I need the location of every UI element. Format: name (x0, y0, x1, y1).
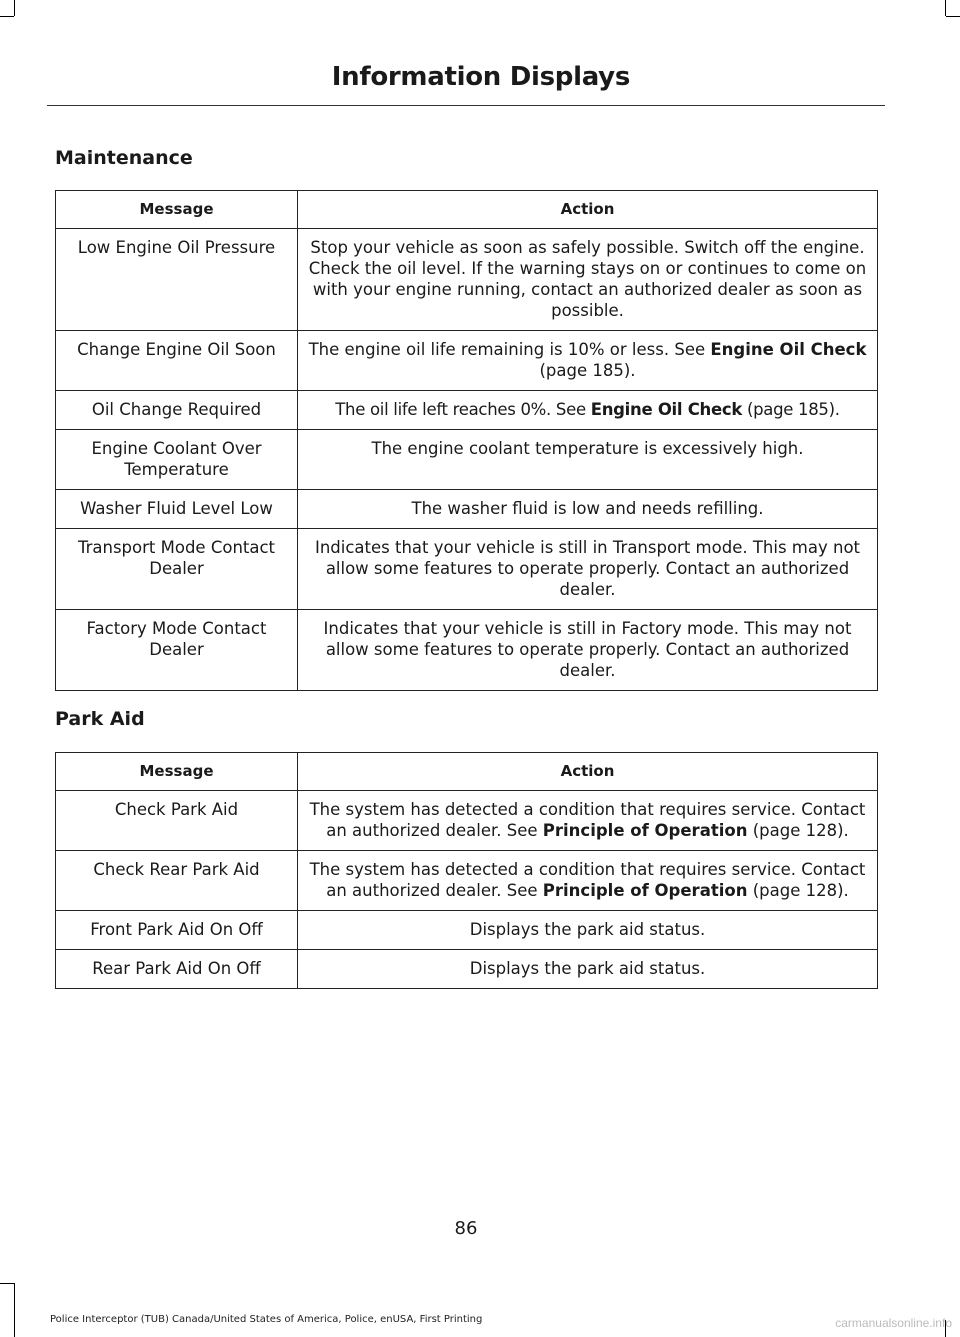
action-cell (298, 791, 878, 851)
action-cell: Indicates that your vehicle is still in Factory mode. This may not allow some features to operate properly. Contact an authorized dealer. (298, 610, 878, 691)
cross-reference-link[interactable]: Principle of Operation (542, 821, 748, 840)
table-row (56, 950, 878, 989)
action-cell: Displays the park aid status. (298, 950, 878, 989)
crop-mark-top-right (945, 0, 946, 16)
cross-reference-link[interactable]: Engine Oil Check (590, 400, 742, 419)
section-title-maintenance: Maintenance (55, 147, 193, 169)
header-divider (47, 105, 885, 106)
table-header-row (56, 191, 878, 229)
column-header-message: Message (56, 191, 298, 229)
action-cell (298, 851, 878, 911)
action-cell (298, 331, 878, 391)
action-cell: The engine coolant temperature is excessively high. (298, 430, 878, 490)
page-reference: (page 185). (539, 361, 636, 380)
park-aid-table (55, 752, 878, 989)
message-cell: Rear Park Aid On Off (56, 950, 298, 989)
message-cell: Low Engine Oil Pressure (56, 229, 298, 331)
message-cell: Front Park Aid On Off (56, 911, 298, 950)
action-text: The oil life left reaches 0%. See (335, 400, 591, 419)
table-row (56, 490, 878, 529)
cross-reference-link[interactable]: Principle of Operation (542, 881, 748, 900)
table-header-row (56, 753, 878, 791)
message-cell: Oil Change Required (56, 391, 298, 430)
table-row (56, 430, 878, 490)
crop-mark-top-left (14, 0, 15, 16)
column-header-action: Action (298, 753, 878, 791)
table-row (56, 791, 878, 851)
message-cell: Transport Mode Contact Dealer (56, 529, 298, 610)
table-row (56, 229, 878, 331)
cross-reference-link[interactable]: Engine Oil Check (710, 340, 867, 359)
page-reference: (page 128). (747, 821, 849, 840)
column-header-message: Message (56, 753, 298, 791)
message-cell: Change Engine Oil Soon (56, 331, 298, 391)
maintenance-table (55, 190, 878, 691)
message-cell: Engine Coolant Over Temperature (56, 430, 298, 490)
page-reference: (page 128). (747, 881, 849, 900)
table-row (56, 391, 878, 430)
crop-mark-bottom-left-h (0, 1283, 14, 1284)
section-title-park-aid: Park Aid (55, 708, 145, 730)
table-row (56, 851, 878, 911)
action-cell (298, 391, 878, 430)
action-cell: Displays the park aid status. (298, 911, 878, 950)
message-cell: Washer Fluid Level Low (56, 490, 298, 529)
action-text: The system has detected a condition that requires service. Contact an authorized dealer. See (309, 800, 866, 840)
action-cell: Stop your vehicle as soon as safely possible. Switch off the engine. Check the oil level. If the warning stays on or continues to come on with your engine running, contact an authorized dealer as soon as possible. (298, 229, 878, 331)
crop-mark-top-right-h (946, 16, 960, 17)
crop-mark-top-left-h (0, 16, 14, 17)
action-cell: Indicates that your vehicle is still in Transport mode. This may not allow some features to operate properly. Contact an authorized dealer. (298, 529, 878, 610)
message-cell: Factory Mode Contact Dealer (56, 610, 298, 691)
crop-mark-bottom-left (14, 1283, 15, 1337)
watermark: carmanualsonline.info (835, 1316, 952, 1330)
table-row (56, 529, 878, 610)
action-text: The system has detected a condition that requires service. Contact an authorized dealer. See (309, 860, 866, 900)
message-cell: Check Rear Park Aid (56, 851, 298, 911)
message-cell: Check Park Aid (56, 791, 298, 851)
table-row (56, 331, 878, 391)
footer-text: Police Interceptor (TUB) Canada/United States of America, Police, enUSA, First Printing (50, 1314, 483, 1325)
table-row (56, 610, 878, 691)
page-reference: (page 185). (742, 400, 840, 419)
column-header-action: Action (298, 191, 878, 229)
action-text: The engine oil life remaining is 10% or less. See (308, 340, 711, 359)
page-title: Information Displays (331, 62, 630, 92)
table-row (56, 911, 878, 950)
page-number: 86 (454, 1218, 478, 1239)
action-cell: The washer fluid is low and needs refilling. (298, 490, 878, 529)
